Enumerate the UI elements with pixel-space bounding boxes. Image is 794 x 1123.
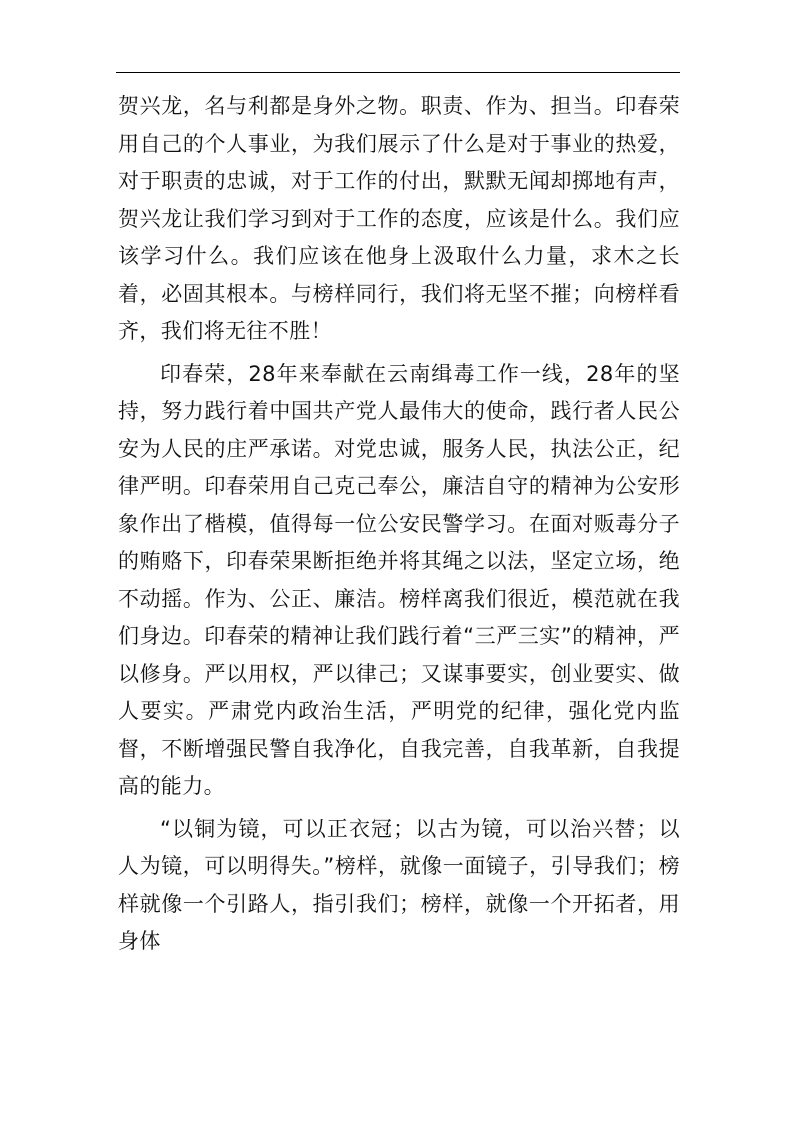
paragraph-1: 贺兴龙，名与利都是身外之物。职责、作为、担当。印春荣用自己的个人事业，为我们展示了什么是对于事业的热爱，对于职责的忠诚，对于工作的付出，默默无闻却掷地有声，贺兴龙让我们学习到对于工作的态度，应该是什么。我们应该学习什么。我们应该在他身上汲取什么力量，求木之长着，必固其根本。与榜样同行，我们将无坚不摧；向榜样看齐，我们将无往不胜！ [118, 94, 680, 343]
paragraph-3: “以铜为镜，可以正衣冠；以古为镜，可以治兴替；以人为镜，可以明得失。”榜样，就像一面镜子，引导我们；榜样就像一个引路人，指引我们；榜样，就像一个开拓者，用身体 [118, 816, 680, 953]
header-rule [116, 72, 680, 73]
document-body [118, 88, 680, 961]
paragraph-2: 印春荣，28年来奉献在云南缉毒工作一线，28年的坚持，努力践行着中国共产党人最伟大的使命，践行者人民公安为人民的庄严承诺。对党忠诚，服务人民，执法公正，纪律严明。印春荣用自己克己奉公，廉洁自守的精神为公安形象作出了楷模，值得每一位公安民警学习。在面对贩毒分子的贿赂下，印春荣果断拒绝并将其绳之以法，坚定立场，绝不动摇。作为、公正、廉洁。榜样离我们很近，模范就在我们身边。印春荣的精神让我们践行着“三严三实”的精神，严以修身。严以用权，严以律己；又谋事要实，创业要实、做人要实。严肃党内政治生活，严明党的纪律，强化党内监督，不断增强民警自我净化，自我完善，自我革新，自我提高的能力。 [118, 361, 680, 798]
